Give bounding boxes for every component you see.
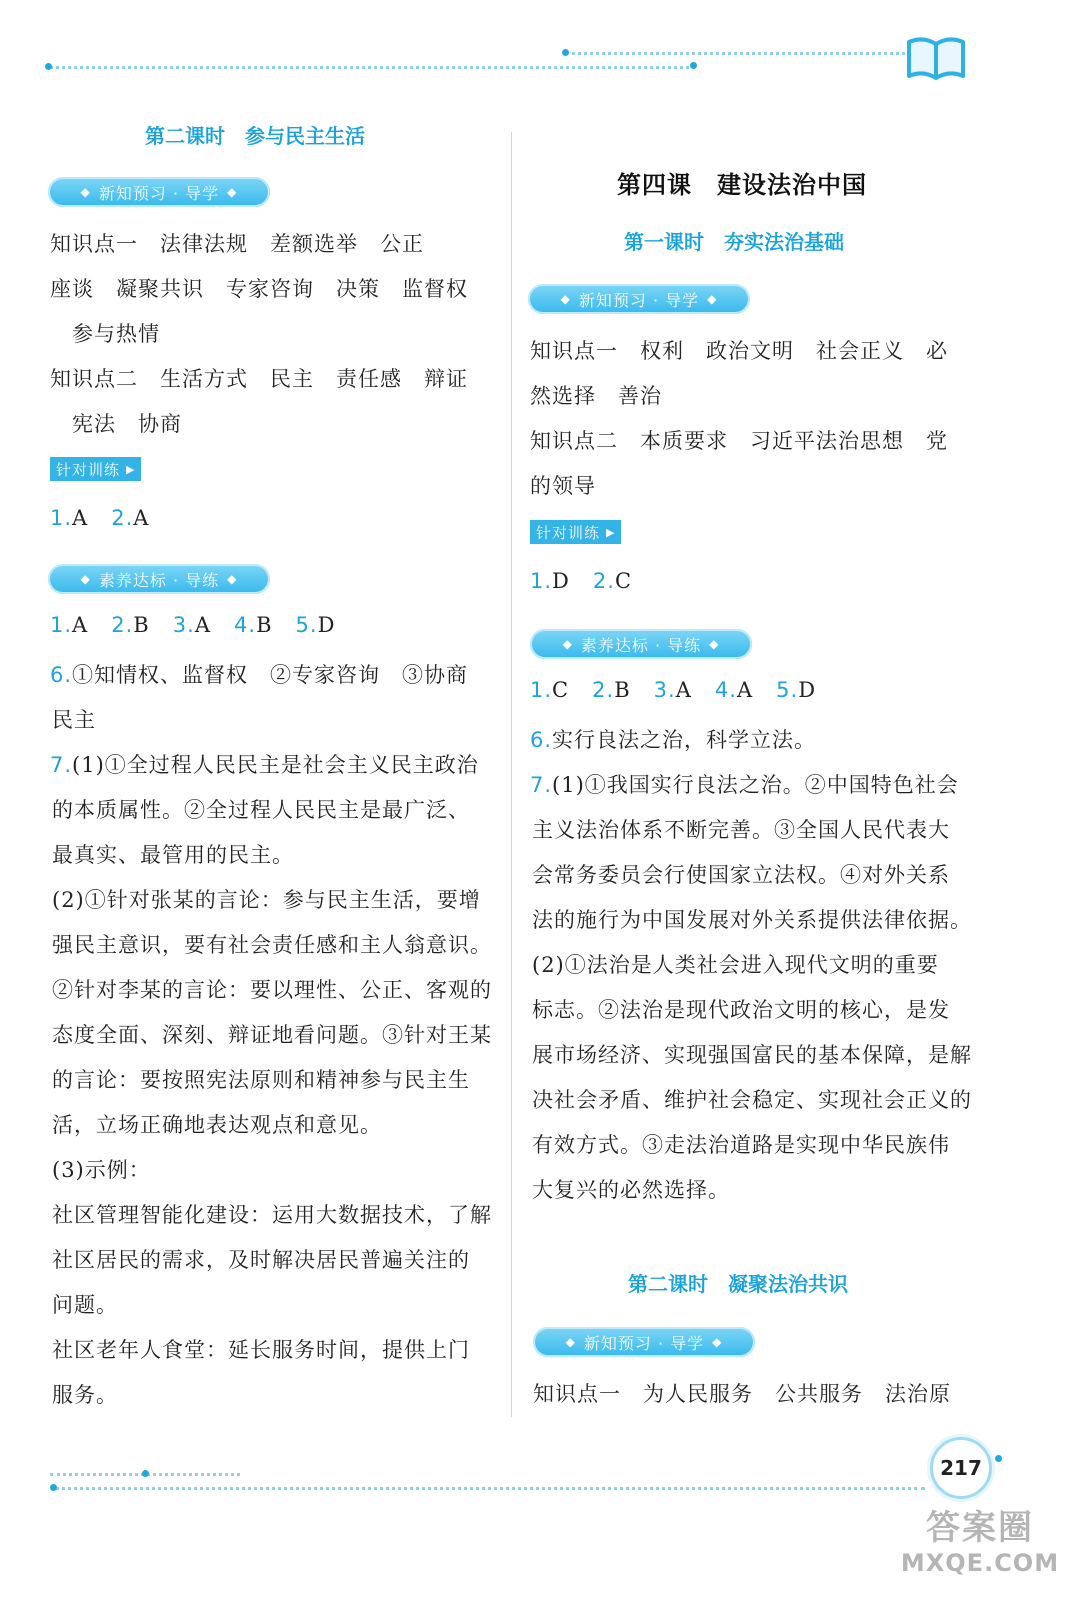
- answer-number: 5.: [295, 613, 318, 637]
- diamond-icon: ◆: [80, 185, 91, 199]
- q7-text: (1)①我国实行良法之治。②中国特色社会: [552, 773, 959, 797]
- lesson-title: 第一课时 夯实法治基础: [624, 230, 844, 254]
- q6-line: [50, 659, 468, 689]
- preview-section-pill: [533, 1327, 755, 1357]
- q7-line: 的本质属性。②全过程人民民主是最广泛、: [52, 798, 470, 822]
- header-dot: [690, 62, 697, 69]
- practice-tag: [50, 457, 141, 481]
- question-number: 6.: [530, 728, 553, 752]
- header-dot: [562, 49, 569, 56]
- answer-value: C: [614, 569, 633, 593]
- answer-value: A: [72, 613, 89, 637]
- answer-value: D: [798, 678, 817, 702]
- lesson-title: 第二课时 凝聚法治共识: [628, 1272, 848, 1296]
- q7-line: [50, 749, 479, 779]
- q7-line: 社区老年人食堂：延长服务时间，提供上门: [52, 1338, 470, 1362]
- answer-value: D: [317, 613, 336, 637]
- preview-section-pill: [528, 284, 750, 314]
- standard-answers: [50, 613, 335, 637]
- standard-answers: [530, 678, 816, 702]
- diamond-icon: ◆: [560, 292, 571, 306]
- diamond-icon: ◆: [80, 572, 91, 586]
- standard-pill-label: 素养达标 · 导练: [580, 635, 702, 655]
- answer-number: 1.: [50, 506, 73, 530]
- q7-line: (2)①法治是人类社会进入现代文明的重要: [532, 953, 939, 977]
- q6-line: 民主: [52, 708, 96, 732]
- q7-line: 有效方式。③走法治道路是实现中华民族伟: [532, 1133, 950, 1157]
- standard-section-pill: [530, 629, 752, 659]
- play-icon: ▶: [126, 462, 136, 476]
- diamond-icon: ◆: [562, 637, 573, 651]
- q7-line: 态度全面、深刻、辩证地看问题。③针对王某: [52, 1023, 492, 1047]
- lesson-title: 第二课时 参与民主生活: [145, 124, 365, 148]
- answer-value: D: [552, 569, 570, 593]
- diamond-icon: ◆: [565, 1335, 576, 1349]
- q7-line: [530, 769, 959, 799]
- unit-title: 第四课 建设法治中国: [617, 170, 867, 199]
- question-number: 7.: [530, 773, 553, 797]
- q6-text: ①知情权、监督权 ②专家咨询 ③协商: [72, 663, 469, 687]
- preview-line: 座谈 凝聚共识 专家咨询 决策 监督权: [50, 277, 468, 301]
- q7-line: 服务。: [52, 1383, 118, 1407]
- q7-line: 决社会矛盾、维护社会稳定、实现社会正义的: [532, 1088, 972, 1112]
- watermark-line1: 答案圈: [926, 1508, 1034, 1548]
- answer-number: 5.: [776, 678, 799, 702]
- answer-value: B: [614, 678, 631, 702]
- preview-line: 知识点一 权利 政治文明 社会正义 必: [530, 339, 948, 363]
- standard-pill-label: 素养达标 · 导练: [98, 570, 220, 590]
- diamond-icon: ◆: [227, 185, 238, 199]
- answer-number: 2.: [111, 506, 134, 530]
- q7-line: 大复兴的必然选择。: [532, 1178, 730, 1202]
- preview-line: 参与热情: [72, 322, 160, 346]
- book-icon: [905, 32, 967, 82]
- q7-line: 会常务委员会行使国家立法权。④对外关系: [532, 863, 950, 887]
- question-number: 6.: [50, 663, 73, 687]
- preview-line: 知识点二 生活方式 民主 责任感 辩证: [50, 367, 468, 391]
- diamond-icon: ◆: [712, 1335, 723, 1349]
- q7-line: 最真实、最管用的民主。: [52, 843, 294, 867]
- answer-number: 1.: [530, 569, 553, 593]
- answer-value: B: [256, 613, 273, 637]
- q7-line: 强民主意识，要有社会责任感和主人翁意识。: [52, 933, 492, 957]
- practice-tag-label: 针对训练: [56, 460, 121, 479]
- play-icon: ▶: [606, 525, 616, 539]
- diamond-icon: ◆: [227, 572, 238, 586]
- watermark: [900, 1500, 1060, 1577]
- answer-number: 4.: [234, 613, 257, 637]
- q7-line: 标志。②法治是现代政治文明的核心，是发: [532, 998, 950, 1022]
- preview-section-pill: [48, 177, 270, 207]
- header-dotted-line-right: [565, 52, 905, 55]
- q7-line: 主义法治体系不断完善。③全国人民代表大: [532, 818, 950, 842]
- q7-line: 问题。: [52, 1293, 118, 1317]
- answer-value: A: [736, 678, 754, 702]
- answer-value: A: [72, 506, 89, 530]
- q6-line: [530, 724, 816, 754]
- answer-number: 2.: [592, 678, 615, 702]
- q7-line: 活，立场正确地表达观点和意见。: [52, 1113, 382, 1137]
- diamond-icon: ◆: [709, 637, 720, 651]
- q7-line: ②针对李某的言论：要以理性、公正、客观的: [52, 978, 492, 1002]
- practice-tag-label: 针对训练: [536, 523, 601, 542]
- practice-tag: [530, 520, 621, 544]
- answer-number: 4.: [714, 678, 737, 702]
- preview-line: 的领导: [530, 474, 596, 498]
- preview-line: 知识点一 法律法规 差额选举 公正: [50, 232, 424, 256]
- answer-number: 2.: [111, 613, 134, 637]
- header-dotted-line: [50, 66, 695, 69]
- footer-dot: [50, 1484, 57, 1491]
- q7-line: (3)示例：: [52, 1158, 151, 1182]
- answer-value: B: [133, 613, 150, 637]
- q7-line: 的言论：要按照宪法原则和精神参与民主生: [52, 1068, 470, 1092]
- answer-number: 1.: [50, 613, 73, 637]
- answer-value: A: [194, 613, 211, 637]
- footer-dotted-line: [55, 1487, 925, 1490]
- q7-text: (1)①全过程人民民主是社会主义民主政治: [72, 753, 479, 777]
- watermark-line2: MXQE.COM: [900, 1549, 1060, 1577]
- diamond-icon: ◆: [707, 292, 718, 306]
- q7-line: 社区居民的需求，及时解决居民普遍关注的: [52, 1248, 470, 1272]
- answer-value: A: [133, 506, 150, 530]
- answer-number: 2.: [592, 569, 615, 593]
- column-divider: [511, 132, 512, 1417]
- practice-answers: [530, 569, 632, 593]
- answer-number: 3.: [653, 678, 676, 702]
- preview-pill-label: 新知预习 · 导学: [98, 183, 220, 203]
- standard-section-pill: [48, 564, 270, 594]
- preview-line: 宪法 协商: [72, 412, 182, 436]
- header-dot: [45, 63, 52, 70]
- answer-value: A: [675, 678, 692, 702]
- question-number: 7.: [50, 753, 73, 777]
- q6-text: 实行良法之治，科学立法。: [552, 728, 817, 752]
- q7-line: 社区管理智能化建设：运用大数据技术，了解: [52, 1203, 492, 1227]
- q7-line: 法的施行为中国发展对外关系提供法律依据。: [532, 908, 972, 932]
- preview-line: 然选择 善治: [530, 384, 662, 408]
- q7-line: (2)①针对张某的言论：参与民主生活，要增: [52, 888, 481, 912]
- footer-dot: [995, 1455, 1002, 1462]
- preview-line: 知识点一 为人民服务 公共服务 法治原: [533, 1382, 951, 1406]
- preview-pill-label: 新知预习 · 导学: [583, 1333, 705, 1353]
- q7-line: 展市场经济、实现强国富民的基本保障，是解: [532, 1043, 972, 1067]
- practice-answers: [50, 506, 149, 530]
- answer-number: 1.: [530, 678, 553, 702]
- footer-dot: [142, 1470, 149, 1477]
- preview-line: 知识点二 本质要求 习近平法治思想 党: [530, 429, 948, 453]
- answer-number: 3.: [172, 613, 195, 637]
- page-number: 217: [930, 1437, 992, 1499]
- preview-pill-label: 新知预习 · 导学: [578, 290, 700, 310]
- answer-value: C: [552, 678, 570, 702]
